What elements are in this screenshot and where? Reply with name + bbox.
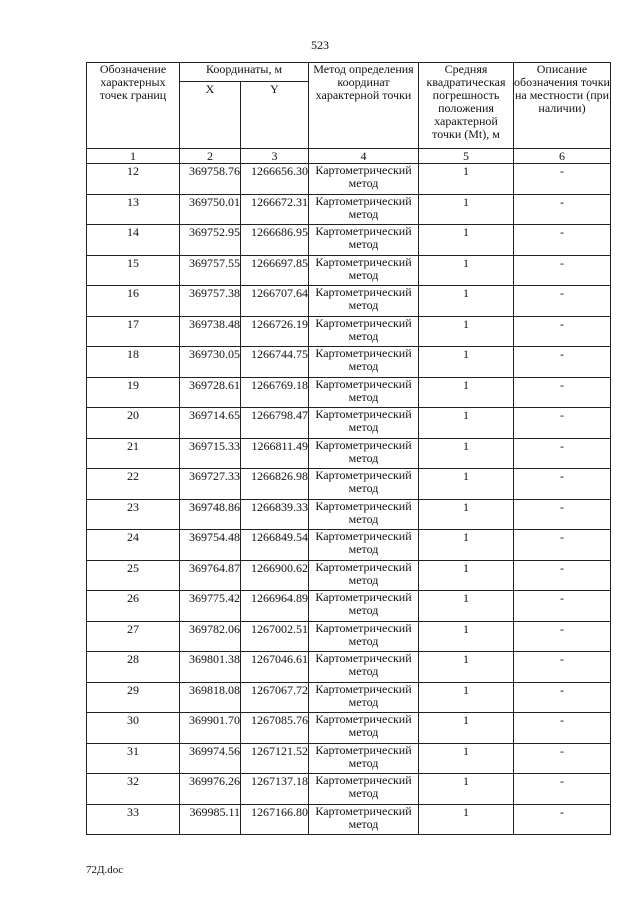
y-cell: 1267166.80 xyxy=(241,804,309,835)
error-cell: 1 xyxy=(419,774,514,805)
method-cell: Картометрический метод xyxy=(309,621,419,652)
table-row xyxy=(87,591,611,622)
method-cell: Картометрический метод xyxy=(309,804,419,835)
description-cell: - xyxy=(514,164,611,195)
x-cell: 369758.76 xyxy=(180,164,241,195)
x-cell: 369757.55 xyxy=(180,255,241,286)
error-cell: 1 xyxy=(419,560,514,591)
table-row xyxy=(87,682,611,713)
y-cell: 1266849.54 xyxy=(241,530,309,561)
x-cell: 369801.38 xyxy=(180,652,241,683)
point-cell: 13 xyxy=(87,194,180,225)
error-cell: 1 xyxy=(419,225,514,256)
method-cell: Картометрический метод xyxy=(309,713,419,744)
error-cell: 1 xyxy=(419,621,514,652)
y-cell: 1266839.33 xyxy=(241,499,309,530)
x-cell: 369764.87 xyxy=(180,560,241,591)
x-cell: 369728.61 xyxy=(180,377,241,408)
y-cell: 1266769.18 xyxy=(241,377,309,408)
table-row xyxy=(87,316,611,347)
y-cell: 1267002.51 xyxy=(241,621,309,652)
x-cell: 369976.26 xyxy=(180,774,241,805)
table-row xyxy=(87,804,611,835)
header-y: Y xyxy=(241,82,309,149)
table-row xyxy=(87,499,611,530)
x-cell: 369730.05 xyxy=(180,347,241,378)
table-row xyxy=(87,438,611,469)
description-cell: - xyxy=(514,255,611,286)
point-cell: 17 xyxy=(87,316,180,347)
table-row xyxy=(87,621,611,652)
method-cell: Картометрический метод xyxy=(309,255,419,286)
description-cell: - xyxy=(514,286,611,317)
point-cell: 19 xyxy=(87,377,180,408)
table-row xyxy=(87,713,611,744)
table-row xyxy=(87,560,611,591)
error-cell: 1 xyxy=(419,682,514,713)
method-cell: Картометрический метод xyxy=(309,225,419,256)
method-cell: Картометрический метод xyxy=(309,743,419,774)
point-cell: 28 xyxy=(87,652,180,683)
y-cell: 1266900.62 xyxy=(241,560,309,591)
page-number: 523 xyxy=(311,38,329,52)
error-cell: 1 xyxy=(419,652,514,683)
header-point: Обозначение характерных точек границ xyxy=(87,63,180,149)
description-cell: - xyxy=(514,438,611,469)
method-cell: Картометрический метод xyxy=(309,591,419,622)
description-cell: - xyxy=(514,316,611,347)
x-cell: 369985.11 xyxy=(180,804,241,835)
error-cell: 1 xyxy=(419,316,514,347)
column-numbers-row xyxy=(87,149,611,164)
table-row xyxy=(87,255,611,286)
table-row xyxy=(87,194,611,225)
header-error: Средняя квадратическая погрешность положения характерной точки (Мt), м xyxy=(419,63,514,149)
point-cell: 22 xyxy=(87,469,180,500)
x-cell: 369818.08 xyxy=(180,682,241,713)
x-cell: 369714.65 xyxy=(180,408,241,439)
method-cell: Картометрический метод xyxy=(309,530,419,561)
point-cell: 31 xyxy=(87,743,180,774)
method-cell: Картометрический метод xyxy=(309,682,419,713)
point-cell: 26 xyxy=(87,591,180,622)
point-cell: 27 xyxy=(87,621,180,652)
x-cell: 369715.33 xyxy=(180,438,241,469)
description-cell: - xyxy=(514,713,611,744)
point-cell: 12 xyxy=(87,164,180,195)
description-cell: - xyxy=(514,225,611,256)
method-cell: Картометрический метод xyxy=(309,560,419,591)
column-number: 1 xyxy=(87,149,180,164)
point-cell: 23 xyxy=(87,499,180,530)
method-cell: Картометрический метод xyxy=(309,377,419,408)
point-cell: 14 xyxy=(87,225,180,256)
y-cell: 1267046.61 xyxy=(241,652,309,683)
column-number: 4 xyxy=(309,149,419,164)
point-cell: 16 xyxy=(87,286,180,317)
method-cell: Картометрический метод xyxy=(309,286,419,317)
y-cell: 1267137.18 xyxy=(241,774,309,805)
point-cell: 18 xyxy=(87,347,180,378)
method-cell: Картометрический метод xyxy=(309,194,419,225)
y-cell: 1266744.75 xyxy=(241,347,309,378)
description-cell: - xyxy=(514,774,611,805)
y-cell: 1267121.52 xyxy=(241,743,309,774)
point-cell: 32 xyxy=(87,774,180,805)
table-row xyxy=(87,530,611,561)
description-cell: - xyxy=(514,530,611,561)
error-cell: 1 xyxy=(419,591,514,622)
table-row xyxy=(87,652,611,683)
y-cell: 1266798.47 xyxy=(241,408,309,439)
y-cell: 1267085.76 xyxy=(241,713,309,744)
error-cell: 1 xyxy=(419,743,514,774)
table-row xyxy=(87,225,611,256)
description-cell: - xyxy=(514,682,611,713)
x-cell: 369748.86 xyxy=(180,499,241,530)
x-cell: 369901.70 xyxy=(180,713,241,744)
error-cell: 1 xyxy=(419,164,514,195)
method-cell: Картометрический метод xyxy=(309,469,419,500)
description-cell: - xyxy=(514,408,611,439)
y-cell: 1267067.72 xyxy=(241,682,309,713)
method-cell: Картометрический метод xyxy=(309,652,419,683)
header-coordinates: Координаты, м xyxy=(180,63,309,82)
y-cell: 1266686.95 xyxy=(241,225,309,256)
method-cell: Картометрический метод xyxy=(309,774,419,805)
point-cell: 20 xyxy=(87,408,180,439)
x-cell: 369750.01 xyxy=(180,194,241,225)
y-cell: 1266697.85 xyxy=(241,255,309,286)
y-cell: 1266811.49 xyxy=(241,438,309,469)
error-cell: 1 xyxy=(419,438,514,469)
description-cell: - xyxy=(514,621,611,652)
error-cell: 1 xyxy=(419,713,514,744)
y-cell: 1266707.64 xyxy=(241,286,309,317)
description-cell: - xyxy=(514,560,611,591)
description-cell: - xyxy=(514,804,611,835)
y-cell: 1266726.19 xyxy=(241,316,309,347)
x-cell: 369757.38 xyxy=(180,286,241,317)
x-cell: 369754.48 xyxy=(180,530,241,561)
error-cell: 1 xyxy=(419,286,514,317)
point-cell: 29 xyxy=(87,682,180,713)
method-cell: Картометрический метод xyxy=(309,347,419,378)
table-row xyxy=(87,408,611,439)
header-x: X xyxy=(180,82,241,149)
description-cell: - xyxy=(514,652,611,683)
error-cell: 1 xyxy=(419,347,514,378)
method-cell: Картометрический метод xyxy=(309,499,419,530)
point-cell: 33 xyxy=(87,804,180,835)
point-cell: 21 xyxy=(87,438,180,469)
table-row xyxy=(87,286,611,317)
y-cell: 1266964.89 xyxy=(241,591,309,622)
x-cell: 369782.06 xyxy=(180,621,241,652)
x-cell: 369752.95 xyxy=(180,225,241,256)
error-cell: 1 xyxy=(419,499,514,530)
table-row xyxy=(87,377,611,408)
method-cell: Картометрический метод xyxy=(309,438,419,469)
column-number: 6 xyxy=(514,149,611,164)
column-number: 5 xyxy=(419,149,514,164)
column-number: 3 xyxy=(241,149,309,164)
description-cell: - xyxy=(514,499,611,530)
error-cell: 1 xyxy=(419,377,514,408)
description-cell: - xyxy=(514,347,611,378)
x-cell: 369775.42 xyxy=(180,591,241,622)
y-cell: 1266826.98 xyxy=(241,469,309,500)
table-row xyxy=(87,347,611,378)
error-cell: 1 xyxy=(419,804,514,835)
error-cell: 1 xyxy=(419,469,514,500)
method-cell: Картометрический метод xyxy=(309,408,419,439)
coordinates-table xyxy=(86,62,611,835)
table-row xyxy=(87,743,611,774)
description-cell: - xyxy=(514,743,611,774)
column-number: 2 xyxy=(180,149,241,164)
table-row xyxy=(87,469,611,500)
header-description: Описание обозначения точки на местности (при наличии) xyxy=(514,63,611,149)
error-cell: 1 xyxy=(419,194,514,225)
table-row xyxy=(87,774,611,805)
description-cell: - xyxy=(514,377,611,408)
description-cell: - xyxy=(514,591,611,622)
error-cell: 1 xyxy=(419,255,514,286)
description-cell: - xyxy=(514,469,611,500)
description-cell: - xyxy=(514,194,611,225)
point-cell: 25 xyxy=(87,560,180,591)
point-cell: 24 xyxy=(87,530,180,561)
x-cell: 369727.33 xyxy=(180,469,241,500)
error-cell: 1 xyxy=(419,530,514,561)
x-cell: 369974.56 xyxy=(180,743,241,774)
point-cell: 30 xyxy=(87,713,180,744)
x-cell: 369738.48 xyxy=(180,316,241,347)
header-method: Метод определения координат характерной точки xyxy=(309,63,419,149)
method-cell: Картометрический метод xyxy=(309,164,419,195)
method-cell: Картометрический метод xyxy=(309,316,419,347)
y-cell: 1266672.31 xyxy=(241,194,309,225)
header-row xyxy=(87,63,611,82)
table-row xyxy=(87,164,611,195)
y-cell: 1266656.30 xyxy=(241,164,309,195)
point-cell: 15 xyxy=(87,255,180,286)
file-name-footer: 72Д.doc xyxy=(86,864,124,876)
error-cell: 1 xyxy=(419,408,514,439)
